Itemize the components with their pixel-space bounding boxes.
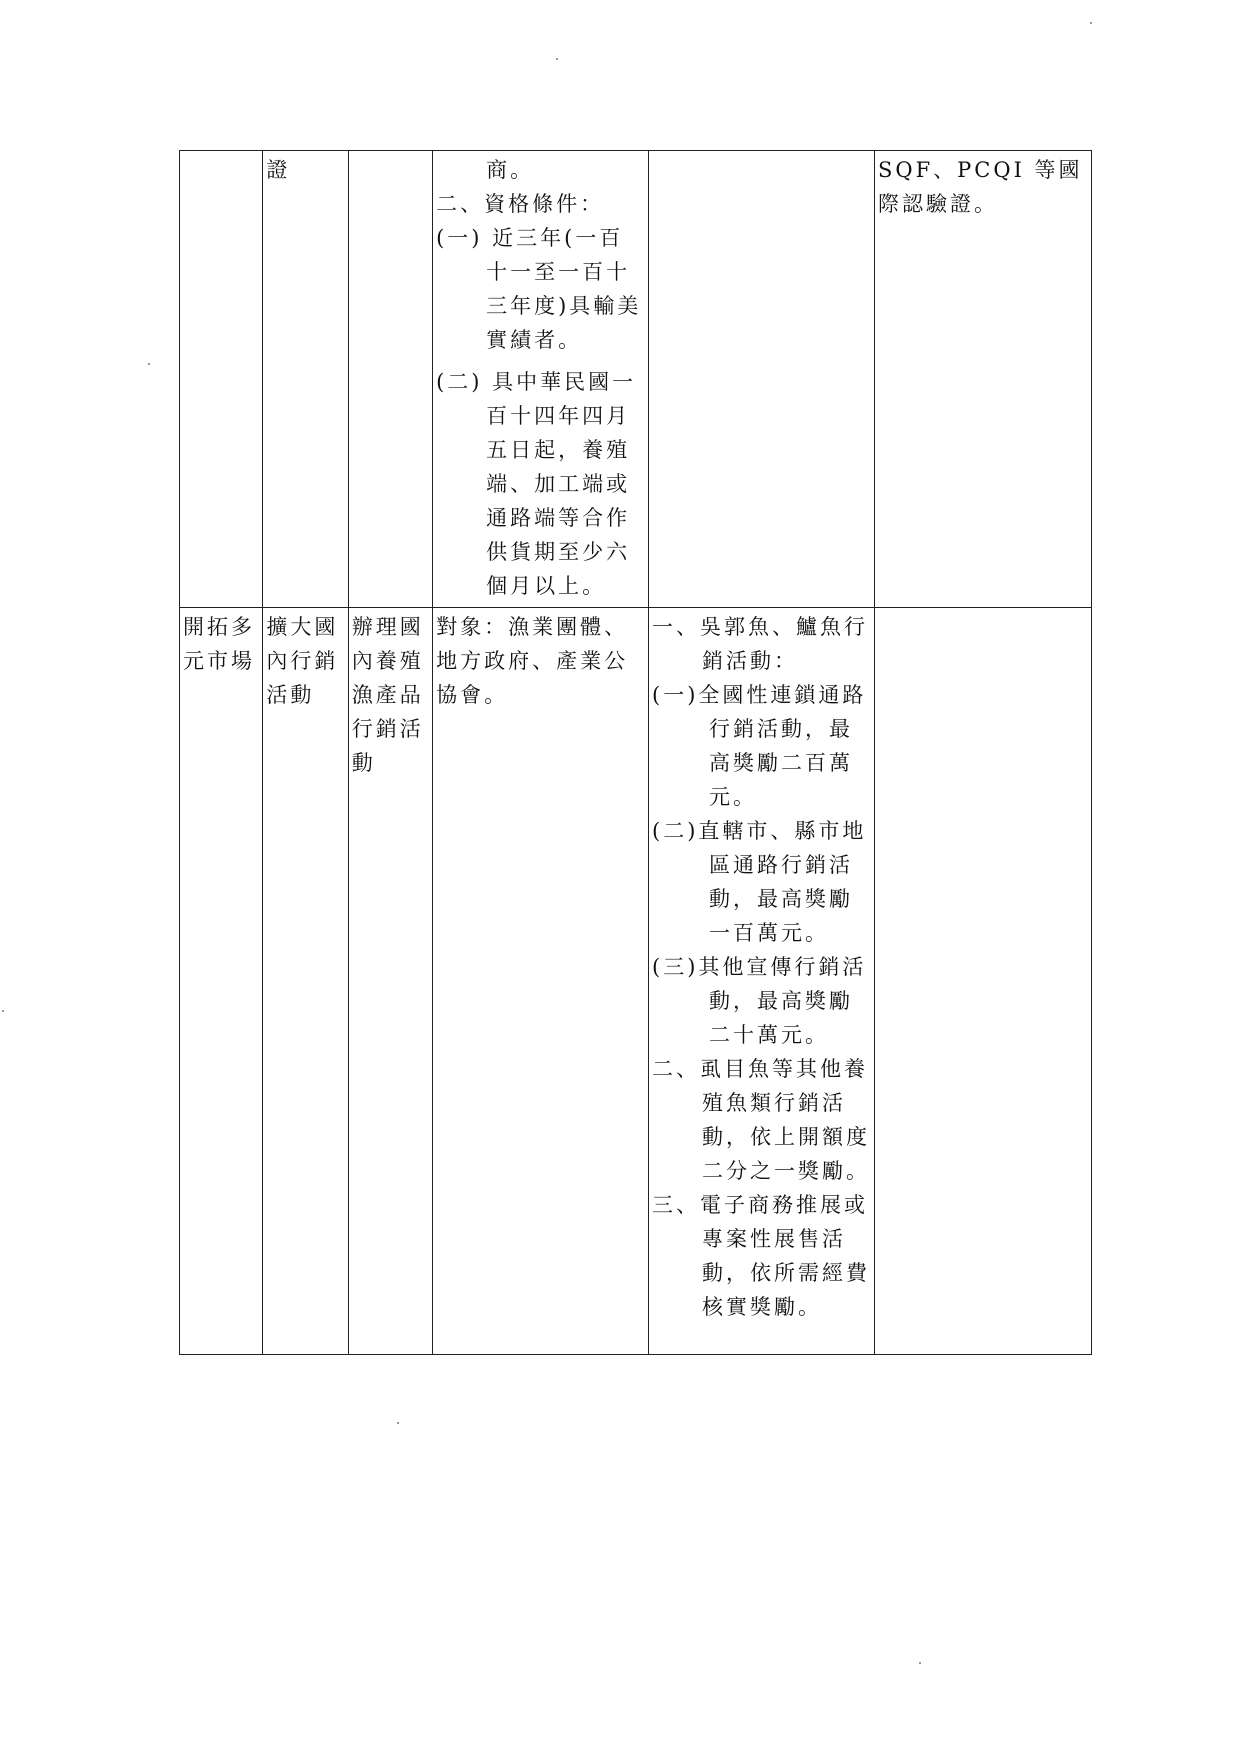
eligibility-condition-2: (二) 具中華民國一百十四年四月五日起，養殖端、加工端或通路端等合作供貨期至少六個月以上。 bbox=[436, 370, 637, 598]
measures-table bbox=[179, 150, 1092, 1355]
subsidy-subitem-1: (一)全國性連鎖通路行銷活動，最高獎勵二百萬元。 bbox=[652, 683, 867, 809]
subsidy-subitem-2: (二)直轄市、縣市地區通路行銷活動，最高獎勵一百萬元。 bbox=[652, 819, 867, 945]
table-cell-remarks bbox=[875, 608, 1092, 1355]
scan-speck bbox=[1090, 22, 1092, 24]
table-cell-eligibility bbox=[433, 151, 649, 608]
scan-speck bbox=[2, 1010, 4, 1012]
table-cell-subsidy bbox=[649, 151, 875, 608]
table-cell-measure: 證 bbox=[263, 151, 348, 608]
table-cell-item bbox=[348, 151, 432, 608]
table-cell-remarks: SQF、PCQI 等國際認驗證。 bbox=[875, 151, 1092, 608]
table-cell-measure: 擴大國內行銷活動 bbox=[263, 608, 348, 1355]
subsidy-item-3: 三、電子商務推展或專案性展售活動，依所需經費核實獎勵。 bbox=[652, 1193, 871, 1319]
table-cell-eligibility: 對象：漁業團體、地方政府、產業公協會。 bbox=[433, 608, 649, 1355]
table-cell-item: 辦理國內養殖漁產品行銷活動 bbox=[348, 608, 432, 1355]
subsidy-item-1: 一、吳郭魚、鱸魚行銷活動： bbox=[652, 615, 869, 673]
subsidy-item-2: 二、虱目魚等其他養殖魚類行銷活動，依上開額度二分之一獎勵。 bbox=[652, 1057, 871, 1183]
scan-speck bbox=[556, 58, 558, 60]
table-cell-strategy: 開拓多元市場 bbox=[180, 608, 263, 1355]
scan-speck bbox=[148, 363, 150, 365]
eligibility-line: 商。 bbox=[486, 158, 535, 182]
table-cell-subsidy bbox=[649, 608, 875, 1355]
table-cell-strategy bbox=[180, 151, 263, 608]
eligibility-condition-1: (一) 近三年(一百十一至一百十三年度)具輸美實績者。 bbox=[436, 226, 642, 352]
table-row bbox=[180, 608, 1092, 1355]
scan-speck bbox=[397, 1422, 399, 1424]
eligibility-heading: 二、資格條件： bbox=[436, 192, 605, 216]
table-row bbox=[180, 151, 1092, 608]
subsidy-subitem-3: (三)其他宣傳行銷活動，最高獎勵二十萬元。 bbox=[652, 955, 867, 1047]
scan-speck bbox=[919, 1662, 921, 1664]
